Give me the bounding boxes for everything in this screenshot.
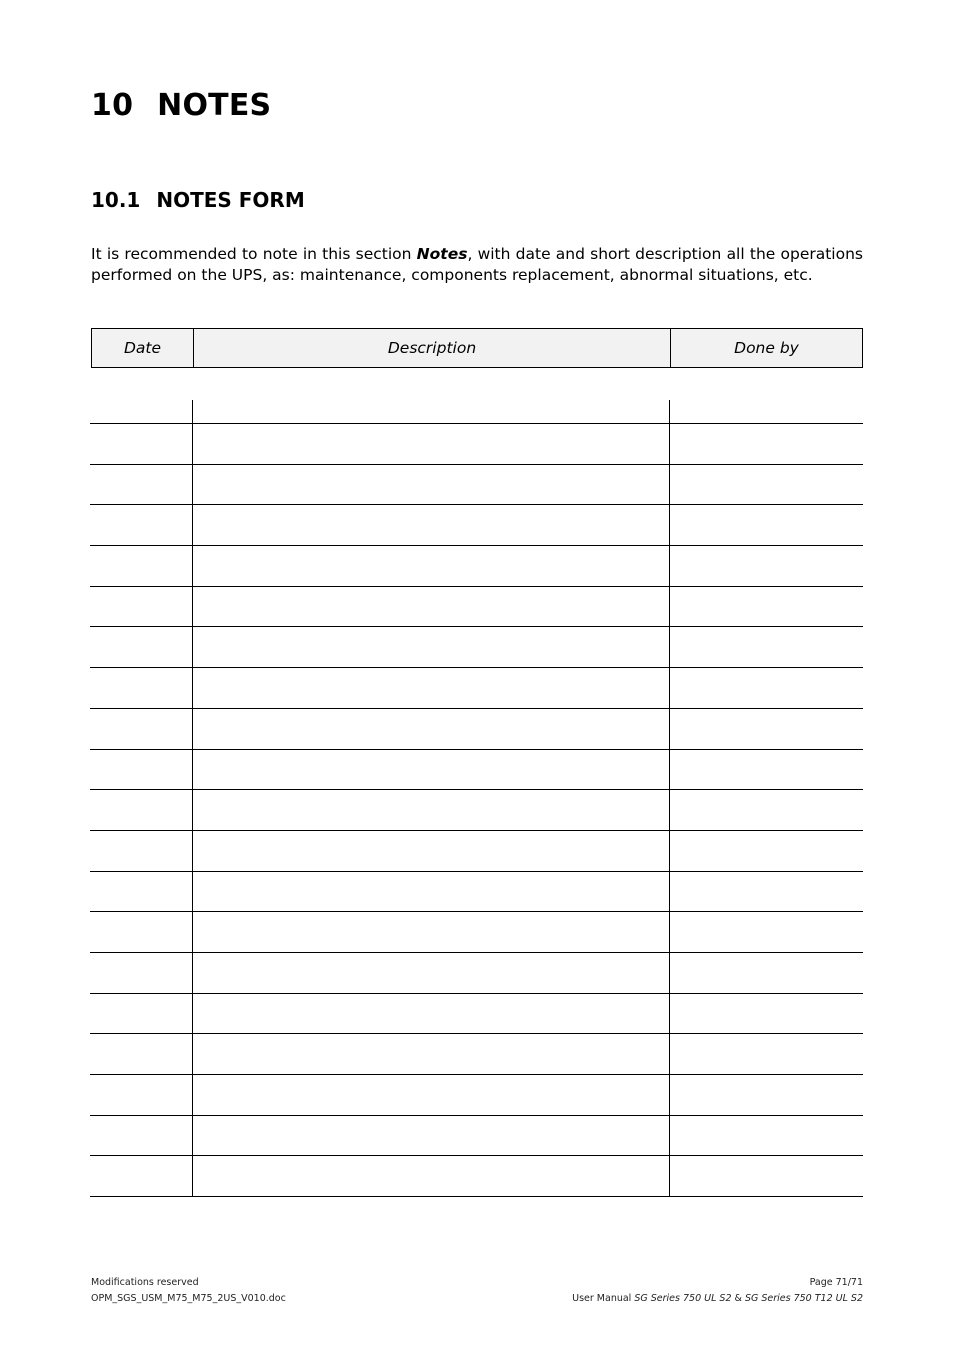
done-by-cell: [670, 912, 863, 952]
description-cell: [193, 465, 670, 505]
done-by-cell: [670, 953, 863, 993]
date-cell: [90, 1156, 193, 1196]
done-by-cell: [670, 1156, 863, 1196]
table-row: [90, 546, 863, 587]
table-row: [90, 994, 863, 1035]
description-cell: [193, 668, 670, 708]
description-cell: [193, 872, 670, 912]
table-row: [90, 505, 863, 546]
done-by-cell: [670, 1116, 863, 1156]
description-cell: [193, 994, 670, 1034]
date-cell: [90, 872, 193, 912]
date-cell: [90, 912, 193, 952]
done-by-cell: [670, 790, 863, 830]
date-cell: [90, 953, 193, 993]
table-row: [90, 1075, 863, 1116]
footer-manual-prefix: User Manual: [572, 1293, 635, 1304]
description-cell: [193, 790, 670, 830]
date-cell: [90, 627, 193, 667]
done-by-cell: [670, 400, 863, 423]
description-cell: [193, 424, 670, 464]
intro-paragraph: [91, 244, 863, 286]
done-by-cell: [670, 627, 863, 667]
chapter-number: 10: [91, 88, 134, 123]
column-header-description: Description: [194, 329, 671, 367]
date-cell: [90, 400, 193, 423]
description-cell: [193, 1034, 670, 1074]
description-cell: [193, 709, 670, 749]
table-row: [90, 912, 863, 953]
section-number: 10.1: [91, 188, 141, 212]
table-row: [90, 1034, 863, 1075]
table-row: [90, 1116, 863, 1157]
date-cell: [90, 994, 193, 1034]
description-cell: [193, 546, 670, 586]
section-title: [91, 188, 305, 212]
table-row: [90, 668, 863, 709]
description-cell: [193, 831, 670, 871]
date-cell: [90, 790, 193, 830]
page-footer: [91, 1275, 863, 1307]
footer-modifications: Modifications reserved: [91, 1277, 199, 1288]
date-cell: [90, 668, 193, 708]
date-cell: [90, 505, 193, 545]
table-row: [90, 424, 863, 465]
date-cell: [90, 1034, 193, 1074]
description-cell: [193, 400, 670, 423]
table-row: [90, 587, 863, 628]
table-row: [90, 627, 863, 668]
notes-table-header: [91, 328, 863, 368]
date-cell: [90, 1075, 193, 1115]
chapter-title-text: NOTES: [157, 88, 272, 123]
date-cell: [90, 1116, 193, 1156]
description-cell: [193, 1116, 670, 1156]
done-by-cell: [670, 994, 863, 1034]
date-cell: [90, 465, 193, 505]
done-by-cell: [670, 831, 863, 871]
table-row: [90, 872, 863, 913]
date-cell: [90, 424, 193, 464]
date-cell: [90, 546, 193, 586]
footer-separator: &: [731, 1293, 745, 1304]
chapter-title: [91, 88, 271, 123]
table-row: [90, 831, 863, 872]
footer-page-number: Page 71/71: [809, 1277, 863, 1288]
done-by-cell: [670, 709, 863, 749]
footer-model-2: SG Series 750 T12 UL S2: [744, 1293, 863, 1304]
table-row: [90, 953, 863, 994]
table-row: [90, 750, 863, 791]
intro-keyword: Notes: [416, 245, 468, 263]
footer-document-code: OPM_SGS_USM_M75_M75_2US_V010.doc: [91, 1293, 286, 1304]
date-cell: [90, 709, 193, 749]
date-cell: [90, 750, 193, 790]
description-cell: [193, 505, 670, 545]
done-by-cell: [670, 668, 863, 708]
date-cell: [90, 831, 193, 871]
notes-table-body: [90, 400, 863, 1197]
date-cell: [90, 587, 193, 627]
done-by-cell: [670, 505, 863, 545]
table-row: [90, 1156, 863, 1197]
description-cell: [193, 750, 670, 790]
done-by-cell: [670, 424, 863, 464]
table-row: [90, 465, 863, 506]
description-cell: [193, 627, 670, 667]
footer-manual-title: [572, 1291, 863, 1307]
table-row: [90, 400, 863, 424]
done-by-cell: [670, 546, 863, 586]
done-by-cell: [670, 872, 863, 912]
done-by-cell: [670, 465, 863, 505]
column-header-date: Date: [92, 329, 194, 367]
description-cell: [193, 953, 670, 993]
done-by-cell: [670, 1075, 863, 1115]
footer-model-1: SG Series 750 UL S2: [634, 1293, 732, 1304]
table-row: [90, 709, 863, 750]
done-by-cell: [670, 750, 863, 790]
done-by-cell: [670, 1034, 863, 1074]
description-cell: [193, 912, 670, 952]
intro-text-start: It is recommended to note in this section: [91, 245, 417, 263]
table-row: [90, 790, 863, 831]
description-cell: [193, 1156, 670, 1196]
intro-text-end: , with date and short description all the operations performed on the UPS, as: maintenance, components replacement, abnormal situations, etc.: [91, 245, 863, 284]
column-header-done-by: Done by: [734, 339, 799, 357]
description-cell: [193, 1075, 670, 1115]
description-cell: [193, 587, 670, 627]
section-title-text: NOTES FORM: [156, 188, 305, 212]
done-by-cell: [670, 587, 863, 627]
